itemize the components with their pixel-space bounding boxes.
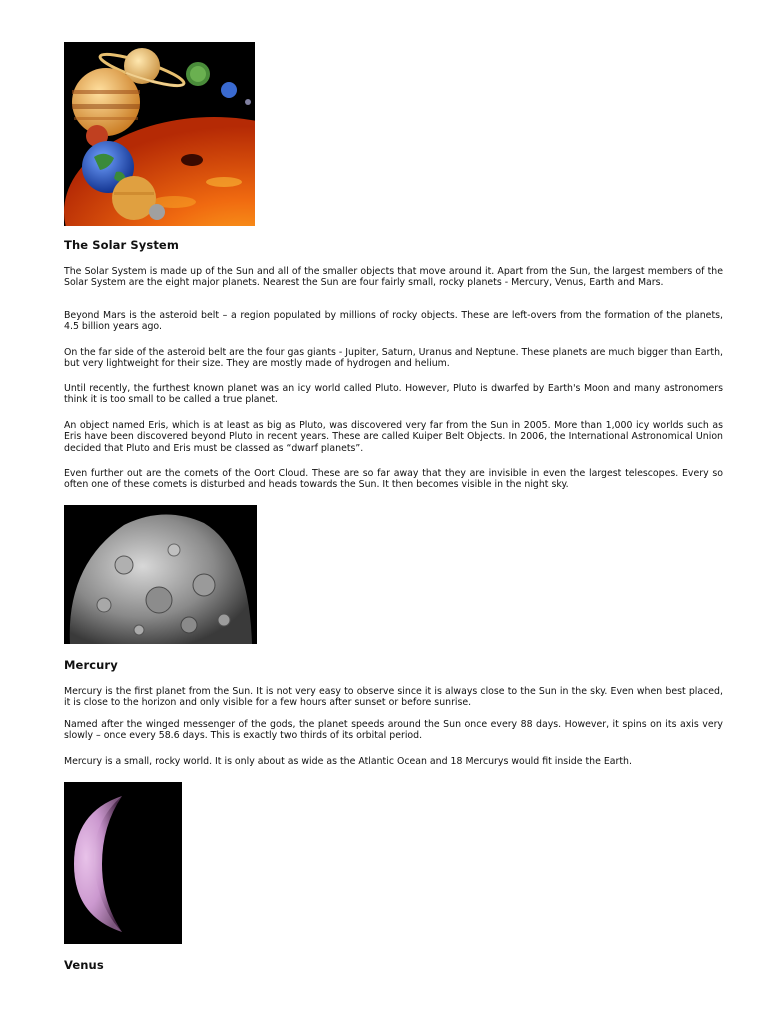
paragraph-mercury-3: Mercury is a small, rocky world. It is only about as wide as the Atlantic Ocean and 18 Mercurys would fit inside the Earth. (64, 756, 632, 767)
paragraph-solar-system-2: Beyond Mars is the asteroid belt – a region populated by millions of rocky objects. These are left-overs from the formation of the planets, 4.5 billion years ago. (64, 310, 723, 333)
paragraph-solar-system-3: On the far side of the asteroid belt are the four gas giants - Jupiter, Saturn, Uranus and Neptune. These planets are much bigger than Earth, but very lightweight for their size. They are mostly made of hydrogen and helium. (64, 347, 723, 370)
paragraph-mercury-1: Mercury is the first planet from the Sun. It is not very easy to observe since it is always close to the Sun in the sky. Even when best placed, it is close to the horizon and only visible for a few hours after sunset or before sunrise. (64, 686, 723, 709)
section-title-mercury: Mercury (64, 658, 118, 672)
mercury-illustration (64, 505, 257, 644)
venus-image (64, 782, 182, 944)
paragraph-mercury-2: Named after the winged messenger of the gods, the planet speeds around the Sun once every 88 days. However, it spins on its axis very slowly – once every 58.6 days. This is exactly two thirds of its orbital period. (64, 719, 723, 742)
paragraph-solar-system-5: An object named Eris, which is at least as big as Pluto, was discovered very far from the Sun in 2005. More than 1,000 icy worlds such as Eris have been discovered beyond Pluto in recent years. These are called Kuiper Belt Objects. In 2006, the International Astronomical Union decided that Pluto and Eris must be classed as “dwarf planets”. (64, 420, 723, 454)
solar-system-illustration (64, 42, 255, 226)
solar-system-image (64, 42, 255, 226)
mercury-image (64, 505, 257, 644)
section-title-venus: Venus (64, 958, 104, 972)
paragraph-solar-system-1: The Solar System is made up of the Sun and all of the smaller objects that move around it. Apart from the Sun, the largest members of the Solar System are the eight major planets. Nearest the Sun are four fairly small, rocky planets - Mercury, Venus, Earth and Mars. (64, 266, 723, 289)
paragraph-solar-system-4: Until recently, the furthest known planet was an icy world called Pluto. However, Pluto is dwarfed by Earth's Moon and many astronomers think it is too small to be called a true planet. (64, 383, 723, 406)
paragraph-solar-system-6: Even further out are the comets of the Oort Cloud. These are so far away that they are invisible in even the largest telescopes. Every so often one of these comets is disturbed and heads towards the Sun. It then becomes visible in the night sky. (64, 468, 723, 491)
venus-illustration (64, 782, 182, 944)
section-title-solar-system: The Solar System (64, 238, 179, 252)
